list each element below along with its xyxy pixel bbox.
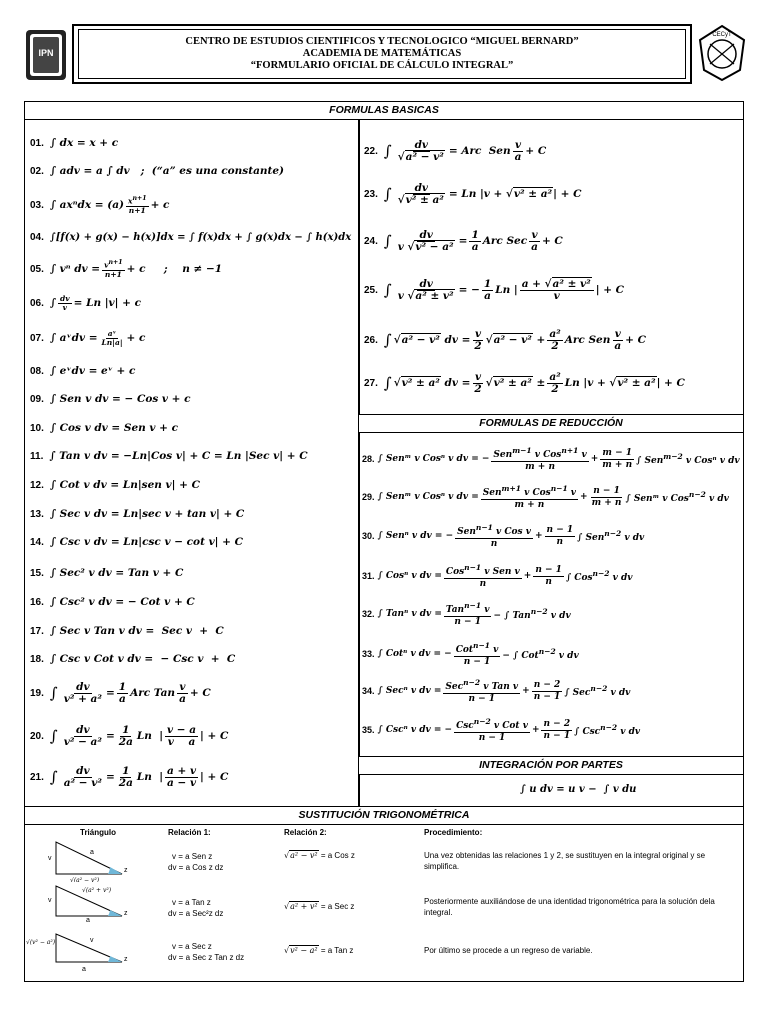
rel1-row1-b: dv = a Cos z dz	[168, 863, 224, 872]
svg-text:a: a	[82, 966, 86, 972]
svg-text:a: a	[86, 917, 90, 922]
proc-row2: Posteriormente auxiliándose de una identidad trigonométrica para la solución dela integral.	[424, 897, 715, 917]
formula-23: 23. ∫ $\frac{dv}{\text{√v² ± a²}}$ = Ln |v + √v² ± a²| + C	[364, 181, 582, 206]
ipn-logo	[24, 28, 68, 82]
section-title-partes: INTEGRACIÓN POR PARTES	[359, 756, 743, 775]
formula-05: 05. ∫ vⁿ dv = $\frac{v^{n+1}}{n+1}$ + c ; n ≠ −1	[30, 259, 223, 279]
rel2-row3: √v² − a² = a Tan z	[284, 946, 354, 955]
cecyt-logo-text: CECyT	[712, 32, 732, 38]
column-divider	[358, 119, 360, 807]
cecyt-logo	[696, 22, 748, 84]
svg-text:√(v² − a²): √(v² − a²)	[26, 939, 56, 946]
triangle-sec	[24, 926, 130, 972]
svg-text:z: z	[124, 956, 128, 963]
formula-34: 34. ∫ Secⁿ v dv = $\frac{Sec^{n-2} v Tan v}{n - 1}$ + $\frac{n - 2}{n - 1}$ ∫ Sec$^{n-2}$ v dv	[362, 678, 631, 704]
ipn-logo-text: IPN	[38, 48, 54, 58]
formula-11: 11. ∫ Tan v dv = −Ln|Cos v| + C = Ln |Sec v| + C	[30, 450, 308, 462]
document-title: “FORMULARIO OFICIAL DE CÁLCULO INTEGRAL”	[250, 60, 514, 71]
svg-text:v: v	[48, 855, 52, 862]
svg-text:v: v	[48, 897, 52, 904]
rel1-row1-a: v = a Sen z	[172, 852, 213, 861]
formula-27: 27. ∫ √v² ± a² dv = $\frac{v}{2}$ √v² ± a² ± $\frac{\text{a²}}{2}$ Ln |v + √v² ± a²| + C	[364, 370, 685, 395]
formula-20: 20. ∫ $\frac{dv}{\text{v² − a²}}$ = $\frac{1}{2a}$ Ln | $\frac{v - a}{\text{v a}}$ | + C	[30, 723, 229, 748]
svg-text:a: a	[90, 849, 94, 856]
proc-row3: Por último se procede a un regreso de variable.	[424, 946, 593, 955]
formula-29: 29. ∫ Senᵐ v Cosⁿ v dv = $\frac{Sen^{m+1} v Cos^{n-1} v}{m + n}$ + $\frac{n - 1}{m + n}$ ∫ Senᵐ v Cos$^{n-2}$ v dv	[362, 484, 729, 510]
formula-07: 07. ∫ aᵛdv = $\frac{\text{aᵛ}}{Ln|a|}$ + c	[30, 328, 146, 347]
formula-17: 17. ∫ Sec v Tan v dv = Sec v + C	[30, 625, 224, 637]
section-title-basicas: FORMULAS BASICAS	[25, 102, 743, 120]
formula-33: 33. ∫ Cotⁿ v dv = − $\frac{Cot^{n-1} v}{n - 1}$ − ∫ Cot$^{n-2}$ v dv	[362, 641, 579, 667]
formula-21: 21. ∫ $\frac{dv}{\text{a² − v²}}$ = $\frac{1}{2a}$ Ln | $\frac{a + v}{a - v}$ | + C	[30, 764, 229, 789]
section-title-trig: SUSTITUCIÓN TRIGONOMÉTRICA	[25, 807, 743, 825]
school-name: CENTRO DE ESTUDIOS CIENTIFICOS Y TECNOLOGICO “MIGUEL BERNARD”	[185, 36, 579, 47]
triangle-sen	[30, 838, 130, 882]
col-header-triangle: Triángulo	[80, 828, 116, 837]
rel2-row2: √a² + v² = a Sec z	[284, 902, 355, 911]
proc-row1: Una vez obtenidas las relaciones 1 y 2, se sustituyen en la integral original y se simplifica.	[424, 851, 706, 871]
header-title-block	[78, 29, 686, 79]
svg-text:z: z	[124, 867, 128, 874]
triangle-tan	[30, 882, 130, 922]
col-header-proc: Procedimiento:	[424, 828, 483, 837]
formula-35: 35. ∫ Cscⁿ v dv = − $\frac{Csc^{n-2} v Cot v}{n - 1}$ + $\frac{n - 2}{n - 1}$ ∫ Csc$^{n-2}$ v dv	[362, 717, 641, 743]
formula-02: 02. ∫ adv = a ∫ dv ; (“a” es una constante)	[30, 165, 285, 177]
formula-08: 08. ∫ eᵛdv = eᵛ + c	[30, 365, 136, 377]
formula-30: 30. ∫ Senⁿ v dv = − $\frac{Sen^{n-1} v Cos v}{n}$ + $\frac{n - 1}{n}$ ∫ Sen$^{n-2}$ v dv	[362, 523, 645, 549]
formula-partes: ∫ u dv = u v − ∫ v du	[520, 783, 637, 795]
svg-text:√(a² − v²): √(a² − v²)	[70, 877, 100, 882]
formula-06: 06. ∫ $\frac{dv}{v}$ = Ln |v| + c	[30, 293, 141, 312]
col-header-rel2: Relación 2:	[284, 828, 327, 837]
formula-25: 25. ∫ $\frac{dv}{\text{v √a² ± v²}}$ = − $\frac{1}{a}$ Ln | $\frac{\text{a + √a² ± v²}}{v}$ | + C	[364, 277, 625, 302]
rel1-row2-a: v = a Tan z	[172, 898, 211, 907]
formula-18: 18. ∫ Csc v Cot v dv = − Csc v + C	[30, 653, 236, 665]
svg-text:v: v	[90, 937, 94, 944]
formula-14: 14. ∫ Csc v dv = Ln|csc v − cot v| + C	[30, 536, 243, 548]
formula-24: 24. ∫ $\frac{dv}{\text{v √v² − a²}}$ = $\frac{1}{a}$ Arc Sec $\frac{v}{a}$ + C	[364, 228, 563, 253]
formula-16: 16. ∫ Csc² v dv = − Cot v + C	[30, 596, 195, 608]
formula-26: 26. ∫ √a² − v² dv = $\frac{v}{2}$ √a² − v² + $\frac{\text{a²}}{2}$ Arc Sen $\frac{v}{a}$ + C	[364, 327, 646, 352]
rel2-row1: √a² − v² = a Cos z	[284, 851, 355, 860]
svg-text:√(a² + v²): √(a² + v²)	[82, 887, 112, 894]
formula-04: 04. ∫[f(x) + g(x) − h(x)]dx = ∫ f(x)dx + ∫ g(x)dx − ∫ h(x)dx	[30, 231, 352, 243]
formula-10: 10. ∫ Cos v dv = Sen v + c	[30, 422, 179, 434]
formula-15: 15. ∫ Sec² v dv = Tan v + C	[30, 567, 184, 579]
formula-19: 19. ∫ $\frac{dv}{\text{v² + a²}}$ = $\frac{1}{a}$ Arc Tan $\frac{v}{a}$ + C	[30, 680, 211, 705]
formula-13: 13. ∫ Sec v dv = Ln|sec v + tan v| + C	[30, 508, 245, 520]
formula-09: 09. ∫ Sen v dv = − Cos v + c	[30, 393, 191, 405]
formula-22: 22. ∫ $\frac{dv}{\text{√a² − v²}}$ = Arc Sen $\frac{v}{a}$ + C	[364, 138, 547, 163]
formula-31: 31. ∫ Cosⁿ v dv = $\frac{Cos^{n-1} v Sen v}{n}$ + $\frac{n - 1}{n}$ ∫ Cos$^{n-2}$ v dv	[362, 563, 633, 589]
academy-name: ACADEMIA DE MATEMÁTICAS	[302, 48, 462, 59]
rel1-row3-b: dv = a Sec z Tan z dz	[168, 953, 245, 962]
col-header-rel1: Relación 1:	[168, 828, 211, 837]
formula-03: 03. ∫ axⁿdx = (a) $\frac{x^{n+1}}{n+1}$ + c	[30, 195, 170, 215]
formula-32: 32. ∫ Tanⁿ v dv = $\frac{Tan^{n-1} v}{n - 1}$ − ∫ Tan$^{n-2}$ v dv	[362, 601, 571, 627]
svg-text:z: z	[124, 910, 128, 917]
rel1-row3-a: v = a Sec z	[172, 942, 212, 951]
formula-01: 01. ∫ dx = x + c	[30, 137, 119, 149]
rel1-row2-b: dv = a Sec²z dz	[168, 909, 224, 918]
formula-12: 12. ∫ Cot v dv = Ln|sen v| + C	[30, 479, 200, 491]
section-title-reduccion: FORMULAS DE REDUCCIÓN	[359, 414, 743, 433]
formula-28: 28. ∫ Senᵐ v Cosⁿ v dv = − $\frac{Sen^{m-1} v Cos^{n+1} v}{m + n}$ + $\frac{m - 1}{m + n}$ ∫ Sen$^{m-2}$ v Cosⁿ v dv	[362, 446, 740, 472]
